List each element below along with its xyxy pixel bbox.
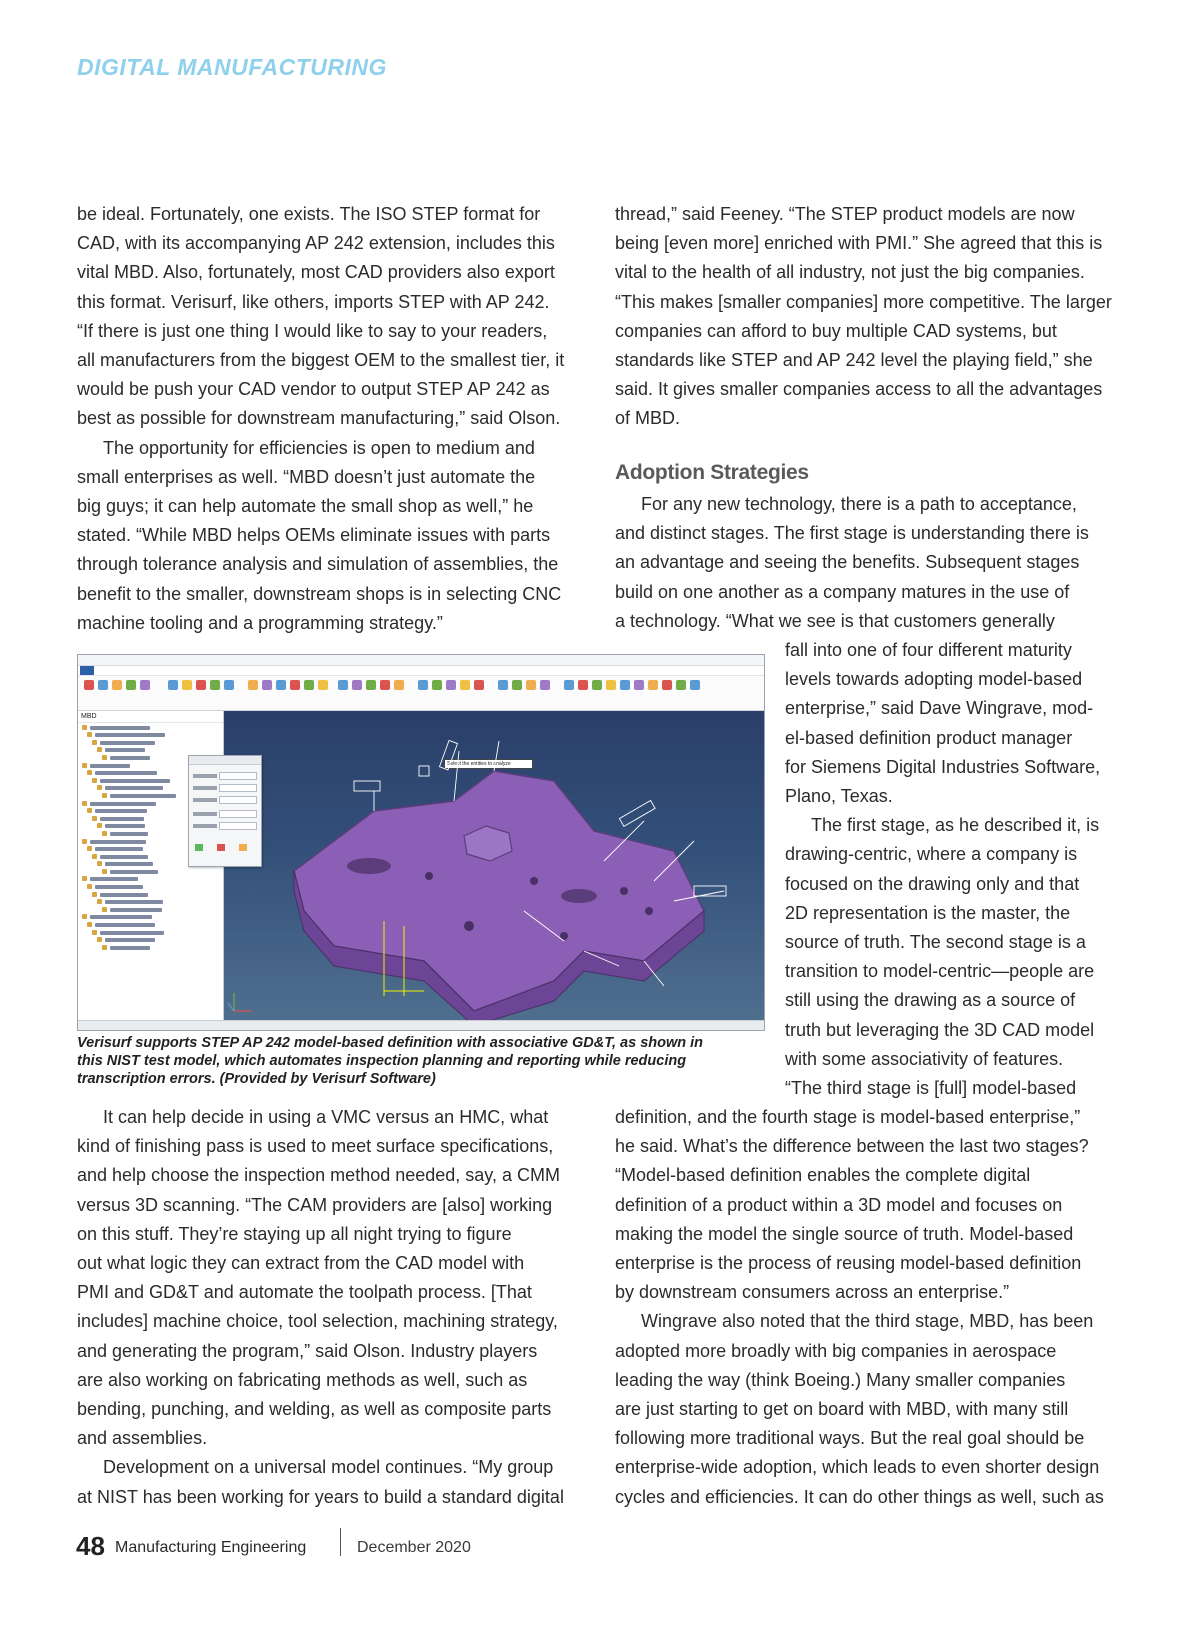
tree-row [78, 899, 223, 905]
text-line: “This makes [smaller companies] more competitive. The larger [615, 291, 1112, 312]
figure-caption [77, 1034, 767, 1088]
text-line: drawing-centric, where a company is [785, 844, 1078, 865]
text-line: with some associativity of features. [785, 1048, 1064, 1069]
publication-name: Manufacturing Engineering [115, 1539, 307, 1556]
cancel-icon [217, 844, 225, 851]
slot-right [561, 889, 597, 903]
text-line: would be push your CAD vendor to output STEP AP 242 as [77, 379, 550, 400]
viewport-prompt: Select the entities to analyze [444, 759, 533, 769]
text-line: stated. “While MBD helps OEMs eliminate issues with parts [77, 525, 551, 546]
text-line: truth but leveraging the 3D CAD model [785, 1019, 1095, 1040]
tree-row [78, 907, 223, 913]
text-line: focused on the drawing only and that [785, 873, 1080, 894]
app-ribbon [78, 676, 764, 711]
text-line: and generating the program,” said Olson. Industry players [77, 1340, 538, 1361]
annotation-properties-dialog [188, 755, 262, 867]
text-line: “Model-based definition enables the complete digital [615, 1165, 1031, 1186]
text-line: best as possible for downstream manufacturing,” said Olson. [77, 408, 561, 429]
text-line: fall into one of four different maturity [785, 640, 1072, 660]
issue-date: December 2020 [357, 1539, 471, 1556]
text-line: includes] machine choice, tool selection, machining strategy, [77, 1311, 558, 1332]
text-line: el-based definition product manager [785, 727, 1073, 748]
text-line: through tolerance analysis and simulation of assemblies, the [77, 554, 559, 575]
axis-triad [228, 993, 252, 1011]
tree-row [78, 892, 223, 898]
text-line: and distinct stages. The first stage is understanding there is [615, 523, 1089, 544]
ok-icon [195, 844, 203, 851]
text-line: bending, punching, and welding, as well as composite parts [77, 1399, 552, 1420]
text-line: source of truth. The second stage is a [785, 932, 1086, 953]
file-menu-tab [80, 666, 94, 675]
text-line: definition, and the fourth stage is model-based enterprise,” [615, 1107, 1081, 1127]
text-line: for Siemens Digital Industries Software, [785, 756, 1101, 777]
text-line: benefit to the smaller, downstream shops is in selecting CNC [77, 583, 562, 604]
text-line: “The third stage is [full] model-based [785, 1078, 1077, 1099]
text-line: by downstream consumers across an enterprise.” [615, 1282, 1010, 1303]
cad-viewport [224, 711, 764, 1020]
help-icon [239, 844, 247, 851]
caption-line: this NIST test model, which automates inspection planning and reporting while reducing [77, 1053, 687, 1069]
text-line: standards like STEP and AP 242 level the playing field,” she [615, 350, 1093, 371]
text-line: Development on a universal model continues. “My group [103, 1457, 554, 1478]
text-line: leading the way (think Boeing.) Many smaller companies [615, 1369, 1066, 1390]
text-line: It can help decide in using a VMC versus an HMC, what [103, 1107, 549, 1127]
text-line: making the model the single source of truth. Model-based [615, 1223, 1074, 1244]
text-line: out what logic they can extract from the CAD model with [77, 1253, 525, 1274]
right-column-top [615, 200, 1135, 434]
text-line: enterprise-wide adoption, which leads to even shorter design [615, 1457, 1100, 1478]
text-line: of MBD. [615, 408, 681, 429]
text-line: machine tooling and a programming strategy.” [77, 612, 443, 633]
tree-row [78, 945, 223, 951]
text-line: For any new technology, there is a path to acceptance, [641, 494, 1077, 514]
text-line: kind of finishing pass is used to meet surface specifications, [77, 1136, 554, 1157]
text-line: are just starting to get on board with MBD, with many still [615, 1399, 1069, 1420]
text-line: versus 3D scanning. “The CAM providers are [also] working [77, 1194, 553, 1215]
text-line: The opportunity for efficiencies is open to medium and [103, 437, 535, 458]
tree-row [78, 930, 223, 936]
cad-screenshot-figure [77, 654, 765, 1031]
tree-row [78, 740, 223, 746]
text-line: levels towards adopting model-based [785, 669, 1083, 690]
right-column-bottom [615, 1103, 1175, 1512]
text-line: PMI and GD&T and automate the toolpath process. [That [77, 1282, 532, 1303]
text-line: vital to the health of all industry, not just the big companies. [615, 262, 1085, 283]
footer-divider [340, 1528, 341, 1556]
text-line: Plano, Texas. [785, 786, 893, 807]
text-line: and help choose the inspection method needed, say, a CMM [77, 1165, 560, 1186]
text-line: cycles and efficiencies. It can do other things as well, such as [615, 1486, 1104, 1507]
text-line: being [even more] enriched with PMI.” She agreed that this is [615, 233, 1103, 254]
text-line: thread,” said Feeney. “The STEP product models are now [615, 204, 1075, 224]
text-line: adopted more broadly with big companies in aerospace [615, 1340, 1057, 1361]
slot-left [347, 858, 391, 874]
tree-row [78, 725, 223, 731]
tree-row [78, 937, 223, 943]
text-line: CAD, with its accompanying AP 242 extension, includes this [77, 233, 555, 254]
left-column-top [77, 200, 597, 638]
text-line: enterprise,” said Dave Wingrave, mod- [785, 698, 1094, 719]
tree-row [78, 732, 223, 738]
tree-row [78, 914, 223, 920]
app-menubar [78, 666, 764, 676]
text-line: a technology. “What we see is that customers generally [615, 610, 1055, 631]
subhead-adoption-strategies: Adoption Strategies [615, 461, 809, 484]
text-line: he said. What’s the difference between the last two stages? [615, 1136, 1089, 1157]
left-column-bottom [77, 1103, 597, 1512]
text-line: companies can afford to buy multiple CAD systems, but [615, 320, 1057, 341]
mbd-panel-title: MBD [78, 711, 223, 723]
text-line: build on one another as a company matures in the use of [615, 581, 1070, 602]
text-line: definition of a product within a 3D model and focuses on [615, 1194, 1063, 1215]
text-line: Wingrave also noted that the third stage, MBD, has been [641, 1311, 1094, 1332]
text-line: vital MBD. Also, fortunately, most CAD providers also export [77, 262, 555, 283]
text-line: transition to model-centric—people are [785, 961, 1095, 982]
caption-line: transcription errors. (Provided by Verisurf Software) [77, 1071, 436, 1087]
right-column-middle [615, 490, 1135, 636]
tree-row [78, 922, 223, 928]
text-line: be ideal. Fortunately, one exists. The ISO STEP format for [77, 204, 541, 224]
part-model-drawing [224, 711, 764, 1020]
tree-row [78, 876, 223, 882]
text-line: The first stage, as he described it, is [811, 815, 1100, 836]
caption-line: Verisurf supports STEP AP 242 model-based definition with associative GD&T, as shown in [77, 1035, 704, 1051]
text-line: 2D representation is the master, the [785, 902, 1071, 923]
tree-row [78, 747, 223, 753]
tree-row [78, 869, 223, 875]
app-titlebar [78, 655, 764, 666]
text-line: and assemblies. [77, 1428, 208, 1449]
text-line: enterprise is the process of reusing model-based definition [615, 1253, 1082, 1274]
text-line: “If there is just one thing I would like to say to your readers, [77, 320, 548, 341]
section-header: DIGITAL MANUFACTURING [77, 54, 387, 80]
text-line: are also working on fabricating methods as well, such as [77, 1369, 528, 1390]
text-line: still using the drawing as a source of [785, 990, 1076, 1011]
text-line: following more traditional ways. But the real goal should be [615, 1428, 1085, 1449]
tree-row [78, 884, 223, 890]
text-line: an advantage and seeing the benefits. Subsequent stages [615, 552, 1080, 573]
text-line: small enterprises as well. “MBD doesn’t just automate the [77, 466, 536, 487]
right-column-wrap [785, 636, 1125, 1103]
text-line: big guys; it can help automate the small shop as well,” he [77, 496, 534, 517]
text-line: all manufacturers from the biggest OEM to the smallest tier, it [77, 350, 565, 371]
text-line: said. It gives smaller companies access to all the advantages [615, 379, 1103, 400]
page-number: 48 [76, 1531, 105, 1561]
text-line: at NIST has been working for years to build a standard digital [77, 1486, 564, 1507]
text-line: on this stuff. They’re staying up all night trying to figure [77, 1223, 512, 1244]
app-statusbar [78, 1020, 764, 1030]
text-line: this format. Verisurf, like others, imports STEP with AP 242. [77, 291, 550, 312]
